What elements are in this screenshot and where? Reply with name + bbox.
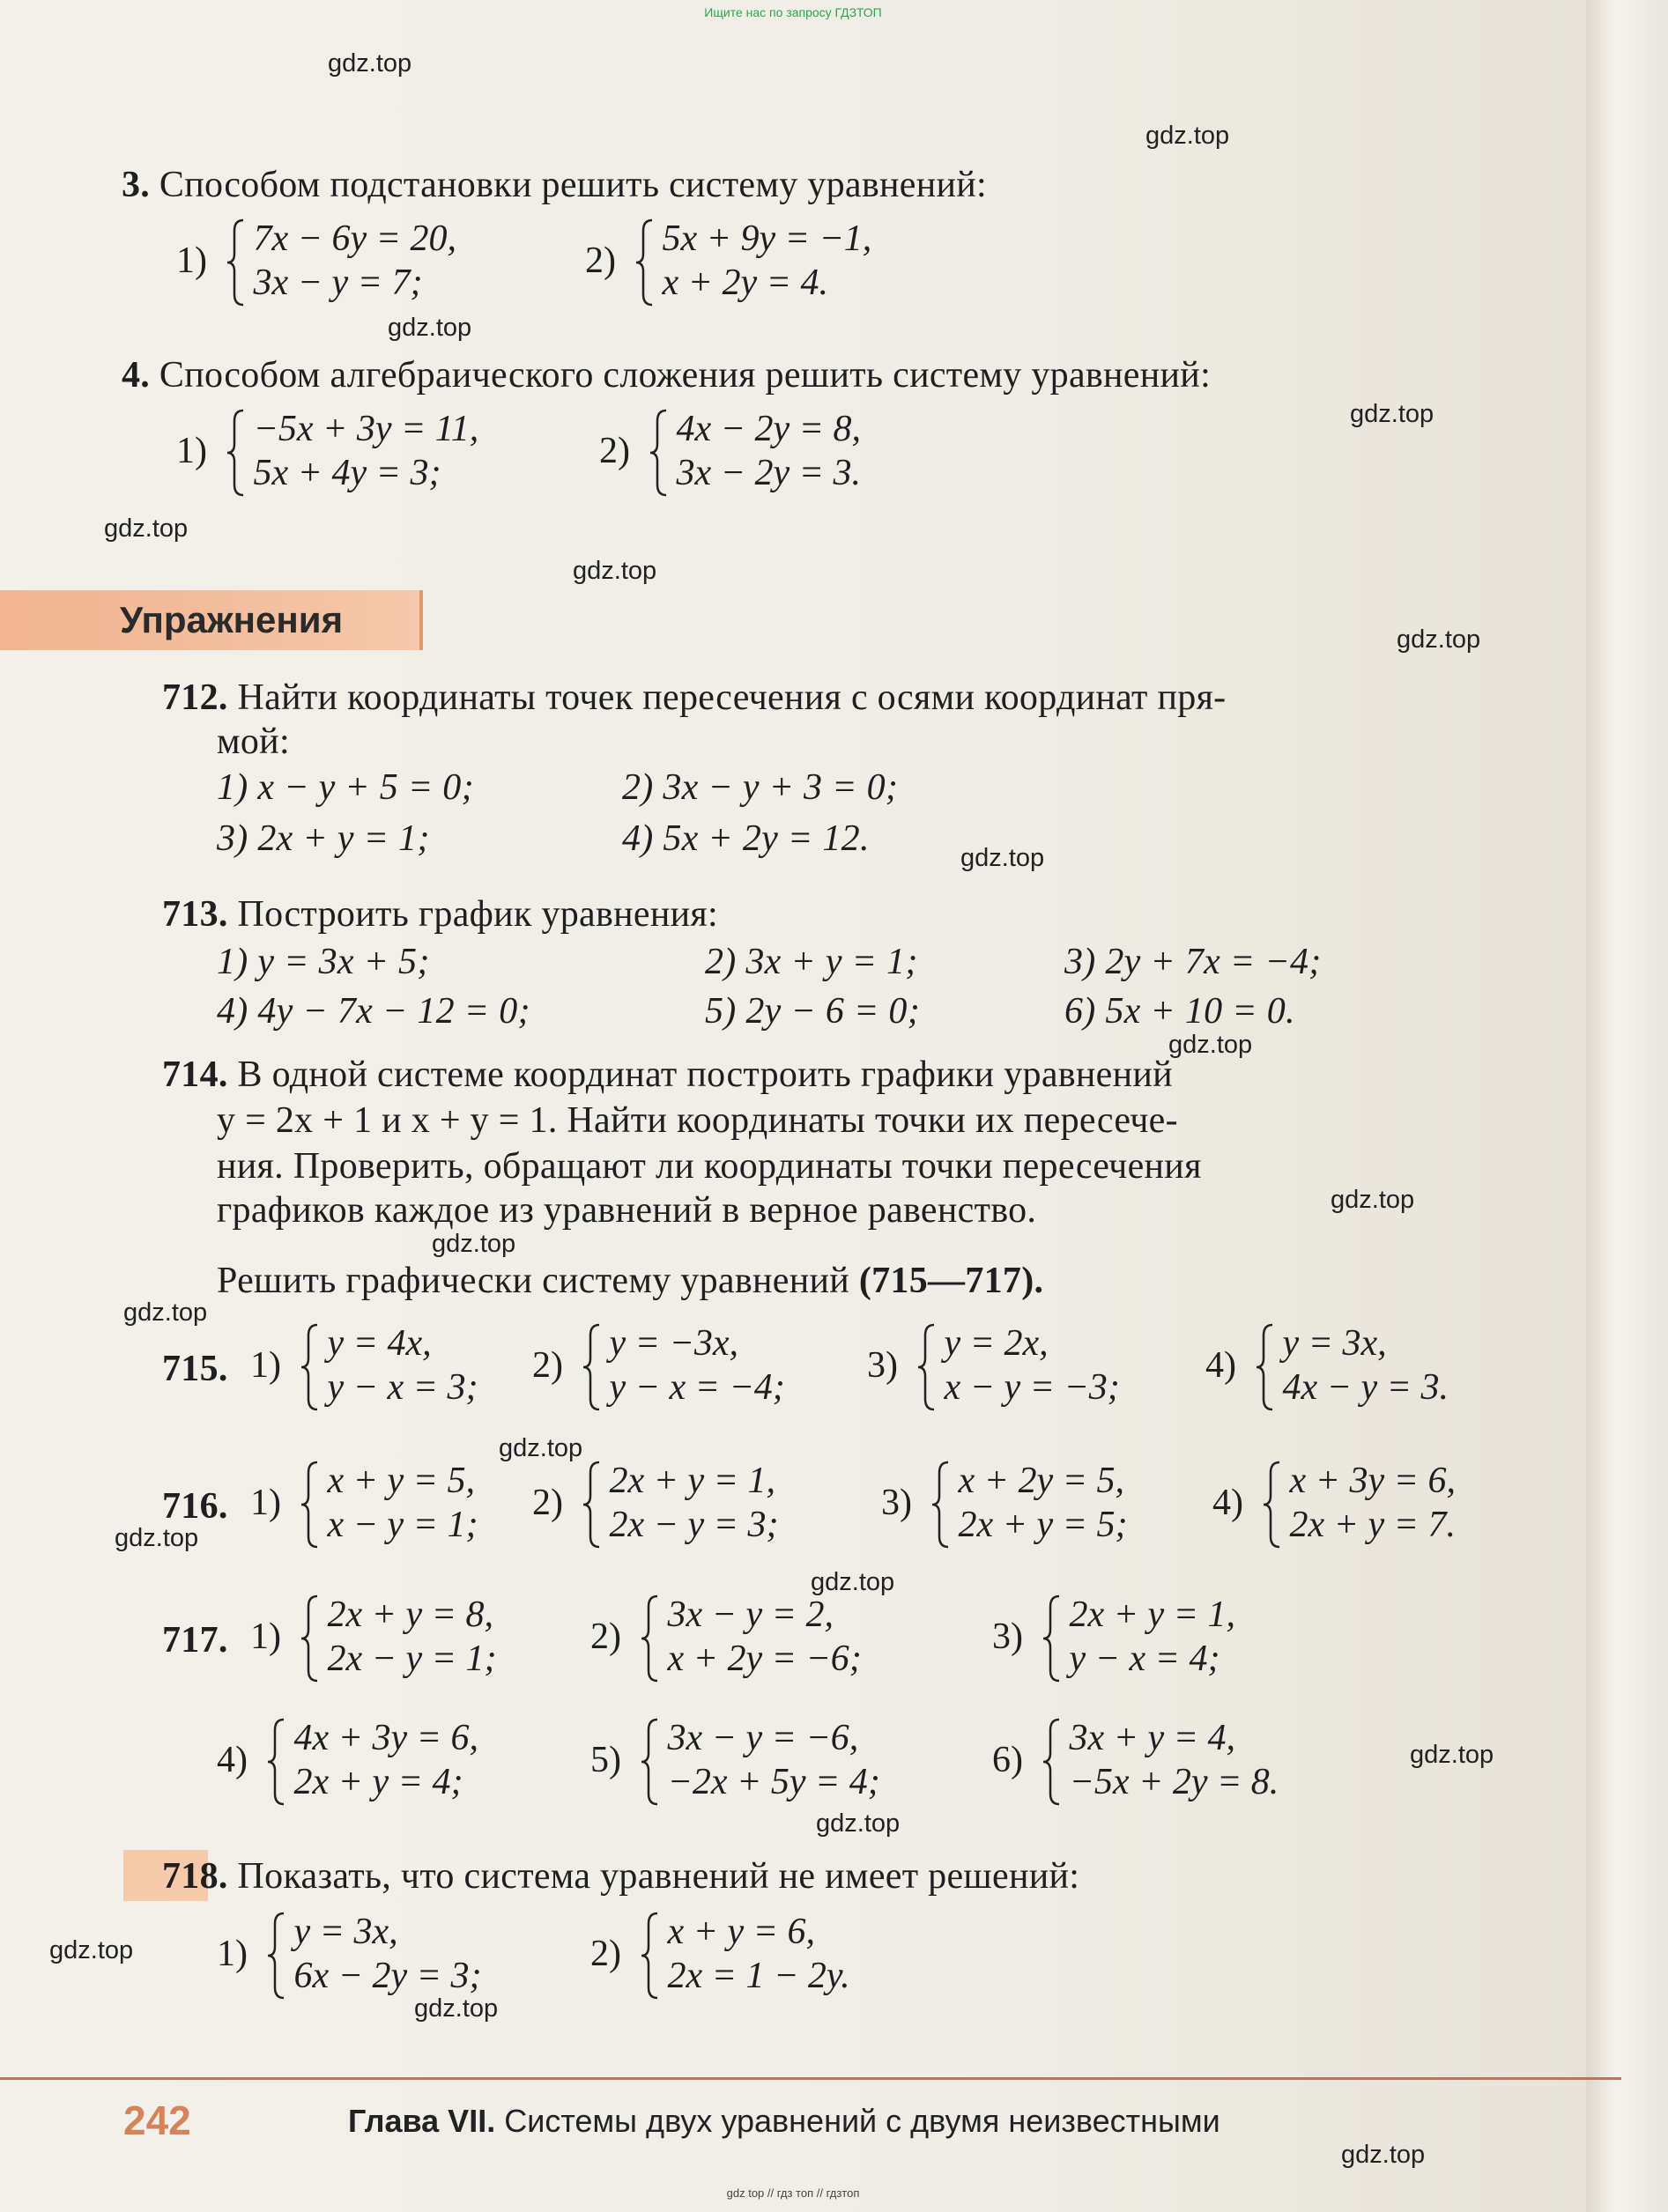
watermark: gdz.top	[1397, 625, 1481, 654]
watermark: gdz.top	[1350, 400, 1434, 428]
equation-system	[640, 1716, 880, 1804]
equation: 2x + y = 8,	[327, 1594, 493, 1635]
equation: x + y = 6,	[667, 1912, 815, 1952]
equation: 6x − 2y = 3;	[293, 1956, 482, 1996]
brace-icon	[1255, 1323, 1276, 1411]
watermark: gdz.top	[1410, 1741, 1494, 1769]
equation: x − y = 1;	[327, 1505, 478, 1545]
equation: −5x + 2y = 8.	[1069, 1762, 1279, 1802]
item-label: 1)	[250, 1483, 281, 1523]
item-label: 4)	[217, 1740, 248, 1780]
ex717-item-5	[590, 1716, 880, 1804]
chapter-name: Системы двух уравнений с двумя неизвестными	[504, 2103, 1220, 2139]
equation: 2x − y = 1;	[327, 1639, 497, 1679]
watermark: gdz.top	[960, 844, 1045, 872]
equation: 4x − 2y = 8,	[676, 409, 861, 449]
ex712-heading	[162, 677, 1226, 719]
ex712-item-4: 4) 5x + 2y = 12.	[622, 818, 870, 859]
ex716-item-4	[1212, 1459, 1456, 1547]
equation: y − x = −4;	[609, 1367, 785, 1408]
ex715-item-1	[250, 1321, 478, 1409]
equation-system	[649, 407, 861, 495]
ex713-heading	[162, 893, 718, 936]
equation-system	[582, 1459, 779, 1547]
equation: x + y = 5,	[327, 1461, 475, 1501]
section-header	[0, 590, 423, 650]
equation: x − y = −3;	[944, 1367, 1120, 1408]
ex714-text-line-4: графиков каждое из уравнений в верное равенство.	[217, 1190, 1037, 1231]
equation-system	[640, 1910, 850, 1998]
brace-icon	[300, 1461, 321, 1549]
item-label: 1)	[176, 240, 207, 281]
equation-system	[226, 407, 479, 495]
equation-system	[266, 1910, 482, 1998]
item-label: 3)	[992, 1616, 1023, 1657]
equation: 5x + 4y = 3;	[253, 453, 441, 493]
watermark: gdz.top	[1341, 2141, 1426, 2169]
item-label: 2)	[590, 1934, 621, 1974]
watermark: gdz.top	[499, 1434, 583, 1462]
ex716-number: 716.	[162, 1486, 228, 1527]
brace-icon	[582, 1461, 603, 1549]
item-label: 3)	[881, 1483, 912, 1523]
ex713-number: 713.	[162, 894, 228, 935]
watermark: gdz.top	[388, 314, 472, 342]
ex3-text: Способом подстановки решить систему уравнений:	[159, 165, 988, 205]
equation-system	[300, 1459, 478, 1547]
ex718-item-1	[217, 1910, 481, 1998]
equation: y = 2x,	[944, 1323, 1049, 1364]
watermark: gdz.top	[115, 1524, 199, 1552]
brace-icon	[300, 1323, 321, 1411]
ex715-item-4	[1205, 1321, 1449, 1409]
ex714-text-line-2: y = 2x + 1 и x + y = 1. Найти координаты точки их пересече-	[217, 1100, 1178, 1141]
ex712-item-1: 1) x − y + 5 = 0;	[217, 767, 474, 808]
ex712-number: 712.	[162, 677, 228, 718]
graph-intro-text: Решить графически систему уравнений	[217, 1261, 850, 1301]
top-note: Ищите нас по запросу ГДЗТОП	[704, 5, 882, 19]
item-label: 6)	[992, 1740, 1023, 1780]
equation: x + 2y = 5,	[958, 1461, 1124, 1501]
ex712-item-2: 2) 3x − y + 3 = 0;	[622, 767, 899, 808]
brace-icon	[1262, 1461, 1283, 1549]
brace-icon	[266, 1718, 287, 1806]
item-label: 3)	[867, 1345, 898, 1386]
ex713-item-5: 5) 2y − 6 = 0;	[705, 991, 920, 1032]
brace-icon	[226, 409, 247, 497]
equation: 4x + 3y = 6,	[293, 1718, 478, 1758]
equation: −2x + 5y = 4;	[667, 1762, 880, 1802]
ex718-number: 718.	[162, 1856, 228, 1897]
equation: 2x − y = 3;	[609, 1505, 779, 1545]
ex4-number: 4.	[122, 355, 151, 396]
ex712-text-cont: мой:	[217, 721, 290, 762]
equation: 2x + y = 5;	[958, 1505, 1128, 1545]
watermark: gdz.top	[1145, 122, 1230, 150]
page-number: 242	[123, 2097, 191, 2143]
item-label: 4)	[1205, 1345, 1236, 1386]
ex715-item-2	[532, 1321, 785, 1409]
brace-icon	[634, 218, 656, 307]
item-label: 1)	[250, 1616, 281, 1657]
ex714-heading	[162, 1054, 1173, 1096]
equation-system	[640, 1593, 862, 1681]
ex716-item-3	[881, 1459, 1127, 1547]
equation: −5x + 3y = 11,	[253, 409, 479, 449]
equation: y = 4x,	[327, 1323, 432, 1364]
equation: 5x + 9y = −1,	[662, 218, 872, 259]
brace-icon	[1042, 1718, 1063, 1806]
watermark: gdz.top	[123, 1298, 208, 1327]
equation: 2x = 1 − 2y.	[667, 1956, 850, 1996]
equation-system	[266, 1716, 478, 1804]
graph-intro-range: (715—717).	[858, 1261, 1044, 1301]
equation: y − x = 3;	[327, 1367, 478, 1408]
equation: x + 3y = 6,	[1289, 1461, 1456, 1501]
ex717-item-2	[590, 1593, 862, 1681]
equation-system	[300, 1321, 478, 1409]
page-edge	[1586, 0, 1668, 2212]
watermark: gdz.top	[816, 1809, 901, 1838]
ex716-item-1	[250, 1459, 478, 1547]
ex717-number: 717.	[162, 1620, 228, 1661]
item-label: 1)	[250, 1345, 281, 1386]
item-label: 1)	[176, 431, 207, 471]
item-label: 2)	[585, 240, 616, 281]
brace-icon	[640, 1912, 661, 2000]
watermark: gdz.top	[1168, 1031, 1253, 1059]
equation: 4x − y = 3.	[1282, 1367, 1449, 1408]
ex717-item-1	[250, 1593, 496, 1681]
ex3-number: 3.	[122, 165, 151, 205]
ex712-text: Найти координаты точек пересечения с осями координат пря-	[237, 677, 1227, 718]
equation: 2x + y = 1,	[609, 1461, 775, 1501]
ex713-item-4: 4) 4y − 7x − 12 = 0;	[217, 991, 530, 1032]
equation-system	[916, 1321, 1120, 1409]
equation: y = 3x,	[293, 1912, 398, 1952]
brace-icon	[640, 1718, 661, 1806]
ex713-item-1: 1) y = 3x + 5;	[217, 942, 430, 982]
equation: 3x − y = 2,	[667, 1594, 834, 1635]
equation: x + 2y = −6;	[667, 1639, 862, 1679]
item-label: 1)	[217, 1934, 248, 1974]
ex718-item-2	[590, 1910, 850, 1998]
equation-system	[1042, 1716, 1279, 1804]
watermark: gdz.top	[1331, 1186, 1415, 1214]
ex714-text-line-3: ния. Проверить, обращают ли координаты точки пересечения	[217, 1146, 1202, 1187]
watermark: gdz.top	[573, 557, 657, 585]
item-label: 2)	[532, 1345, 563, 1386]
equation: 3x − y = −6,	[667, 1718, 859, 1758]
brace-icon	[226, 218, 247, 307]
ex717-item-4	[217, 1716, 478, 1804]
item-label: 2)	[599, 431, 630, 471]
equation: y = 3x,	[1282, 1323, 1387, 1364]
equation: y − x = 4;	[1069, 1639, 1220, 1679]
item-label: 4)	[1212, 1483, 1243, 1523]
ex3-item-1	[176, 217, 456, 305]
equation-system	[1042, 1593, 1235, 1681]
equation: 3x − 2y = 3.	[676, 453, 861, 493]
equation: 3x + y = 4,	[1069, 1718, 1235, 1758]
equation-system	[1255, 1321, 1449, 1409]
equation-system	[930, 1459, 1128, 1547]
item-label: 5)	[590, 1740, 621, 1780]
equation: y = −3x,	[609, 1323, 738, 1364]
ex717-item-6	[992, 1716, 1279, 1804]
ex714-text: В одной системе координат построить графики уравнений	[237, 1054, 1173, 1095]
brace-icon	[640, 1594, 661, 1683]
brace-icon	[266, 1912, 287, 2000]
ex4-text: Способом алгебраического сложения решить систему уравнений:	[159, 355, 1212, 396]
ex718-text: Показать, что система уравнений не имеет решений:	[237, 1856, 1080, 1897]
ex3-item-2	[585, 217, 871, 305]
ex4-item-1	[176, 407, 478, 495]
ex712-item-3: 3) 2x + y = 1;	[217, 818, 430, 859]
watermark: gdz.top	[811, 1568, 895, 1596]
equation: 2x + y = 1,	[1069, 1594, 1235, 1635]
brace-icon	[649, 409, 670, 497]
ex715-item-3	[867, 1321, 1120, 1409]
brace-icon	[1042, 1594, 1063, 1683]
watermark: gdz.top	[414, 1994, 499, 2023]
watermark: gdz.top	[328, 49, 412, 78]
equation-system	[300, 1593, 497, 1681]
ex717-item-3	[992, 1593, 1235, 1681]
ex718-heading	[162, 1855, 1079, 1898]
ex713-item-6: 6) 5x + 10 = 0.	[1064, 991, 1295, 1032]
item-label: 2)	[532, 1483, 563, 1523]
ex4-item-2	[599, 407, 861, 495]
bottom-note: gdz top // гдз топ // гдзтоп	[726, 2186, 860, 2200]
equation: 3x − y = 7;	[253, 263, 423, 303]
equation-system	[634, 217, 872, 305]
equation-system	[582, 1321, 785, 1409]
ex716-item-2	[532, 1459, 778, 1547]
ex713-item-3: 3) 2y + 7x = −4;	[1064, 942, 1322, 982]
brace-icon	[916, 1323, 938, 1411]
equation: 7x − 6y = 20,	[253, 218, 456, 259]
ex4-heading	[122, 354, 1211, 396]
brace-icon	[582, 1323, 603, 1411]
watermark: gdz.top	[49, 1936, 134, 1964]
equation: 2x + y = 4;	[293, 1762, 463, 1802]
brace-icon	[930, 1461, 952, 1549]
chapter-title	[348, 2103, 1220, 2140]
brace-icon	[300, 1594, 321, 1683]
watermark: gdz.top	[104, 514, 189, 543]
equation-system	[1262, 1459, 1456, 1547]
ex713-item-2: 2) 3x + y = 1;	[705, 942, 918, 982]
ex3-heading	[122, 164, 987, 206]
section-title: Упражнения	[120, 599, 344, 640]
equation: x + 2y = 4.	[662, 263, 828, 303]
ex714-number: 714.	[162, 1054, 228, 1095]
equation: 2x + y = 7.	[1289, 1505, 1456, 1545]
graph-intro	[217, 1260, 1043, 1302]
equation-system	[226, 217, 456, 305]
watermark: gdz.top	[432, 1230, 516, 1258]
item-label: 2)	[590, 1616, 621, 1657]
footer-rule	[0, 2077, 1621, 2080]
chapter-label: Глава VII.	[348, 2103, 496, 2139]
ex713-text: Построить график уравнения:	[237, 894, 718, 935]
ex715-number: 715.	[162, 1349, 228, 1389]
